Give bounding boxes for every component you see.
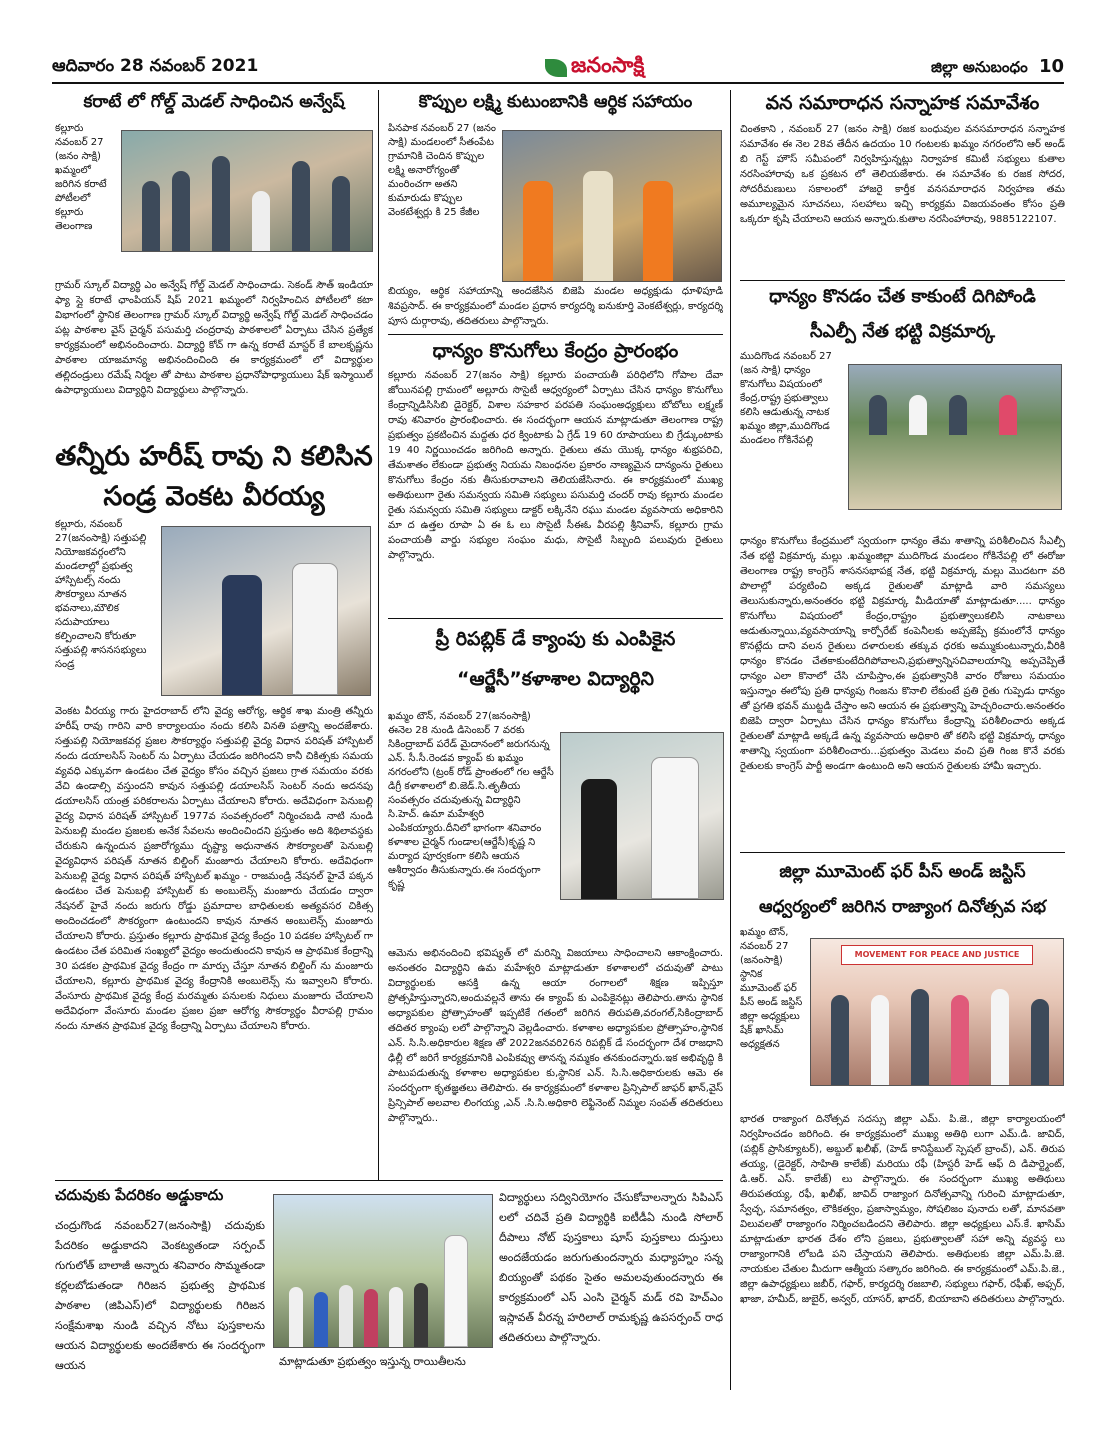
issue-date: ఆదివారం 28 నవంబర్ 2021	[52, 56, 259, 76]
article-paddy-centre	[388, 340, 723, 561]
article-karate	[55, 92, 373, 396]
article-vanasamaradhana	[740, 92, 1065, 225]
constitution-day-photo	[810, 938, 1064, 1086]
article-headline-2: “ఆర్జేసీ”కళాశాల విద్యార్థిని	[456, 667, 655, 690]
article-body: ఆమెను అభినందించి భవిష్యత్ లో మరిన్ని విజయాలు సాధించాలని ఆకాంక్షించారు. అనంతరం విద్యార్థిని ఉమ మహేశ్వరి మాట్లాడుతూ కళాశాలలో చదువుతో పాటు విద్యార్థులకు ఆసక్తి ఉన్న ఆయా రంగాలలో శిక్షణ ఇప్పిస్తూ ప్రోత్సహిస్తున్నారని,అందువల్లనే తాను ఈ క్యాంప్ కు ఎంపికైనట్లు తెలిపారు.తాను స్థానిక అధ్యాపకుల ప్రోత్సాహంతో ఇప్పటికే గతంలో జరిగిన తిరుపతి,వరంగల్,సికింద్రాబాద్ తదితర క్యాంపు లలో పాల్గొన్నాని వెల్లడించారు. కళాశాల అధ్యాపకుల ప్రోత్సాహం,స్థానిక ఎన్. సి.సి.అధికారుల శిక్షణ తో 2022జనవరి26న రిపబ్లిక్ డే సందర్భంగా దేశ రాజధాని ఢిల్లీ లో జరిగే కార్యక్రమానికి ఎంపికవ్వు తానన్న నమ్మకం తనకుందన్నారు.ఇక అభివృద్ధి కి పాటుపడుతున్న కళాశాల అధ్యాపకుల కు,స్థానిక ఎన్. సి.సి.అధికారులకు ఆమె ఈ సందర్భంగా కృతజ్ఞతలు తెలిపారు. ఈ కార్యక్రమంలో కళాశాల ప్రిన్సిపాల్ జాఫర్ ఖాన్,వైస్ ప్రిన్సిపాల్ అలవాల లింగయ్య ,ఎన్ .సి.సి.అధికారి లెఫ్టినెంట్ నిమ్మల సంపత్ తదితరులు పాల్గొన్నారు..	[388, 948, 723, 1124]
article-headline-2: సండ్ర వెంకట వీరయ్య	[103, 480, 325, 512]
article-headline: తన్నీరు హరీష్ రావు ని కలిసిన	[55, 441, 373, 472]
article-body: ధాన్యం కొనుగోలు కేంద్రములో స్వయంగా ధాన్యం తేమ శాతాన్ని పరిశీలించిన సీఎల్పీ నేత భట్టి విక్రమార్క మల్లు .ఖమ్మంజిల్లా ముదిగొండ మండలం గోకినేపల్లి లో ఈరోజు తెలంగాణ రాష్ట్ర కాంగ్రెస్ శాసనసభాపక్ష నేత, భట్టి విక్రమార్క మల్లు మొదటగా వరి పొలాల్లో పర్యటించి అక్కడ రైతులతో మాట్లాడి వారి సమస్యలు తెలుసుకున్నారు,అనంతరం భట్టి విక్రమార్క మీడియాతో మాట్లాడుతూ..... ధాన్యం కొనుగోలు విషయంలో కేంద్రం,రాష్ట్రం ప్రభుత్వాలుకలిసి నాటకాలు ఆడుతున్నాయి,వ్యవసాయాన్ని కార్పోరేట్ కంపెనీలకు అప్పజెప్పే క్రమంలోనే ధాన్యం కొనట్లేదు దాని వలన రైతులు దళారులకు తక్కువ ధరకు అమ్ముకుంటున్నారు,వీరికి ధాన్యం కొనడం చేతకాకుంటేదిగిపోవాలని,ప్రభుత్వాన్నిసచివాలయాన్ని అప్పచెప్పితే ధాన్యం ఎలా కొనాలో చేసి చూపిస్తాం,ఈ ప్రభుత్వానికి వారం రోజులు సమయం ఇస్తున్నాం ఈలోపు ప్రతి ధాన్యపు గింజను కొనాలి లేకుంటే ప్రతి రైతు గుప్పెడు ధాన్యం తో ప్రగతి భవన్ ముట్టడి చేస్తాం అని ఆయన ఈ ప్రభుత్వాన్ని హెచ్చరించారు.అనంతరం బిజెపి ద్వారా ఏర్పాటు చేసిన ధాన్యం కొనుగోలు కేంద్రాన్ని పరిశీలించారు అక్కడ రైతులతో మాట్లాడి అక్కడే ఉన్న వ్యవసాయ అధికారి తో కలిసి భట్టి విక్రమార్క ధాన్యం శాతాన్ని స్వయంగా పరిశీలించారు...ప్రభుత్వం మెడలు వంచి ప్రతి గింజ కొనే వరకు రైతులకు కాంగ్రెస్ పార్టీ అండగా ఉంటుంది అని ఆయన రైతులకు హామీ ఇచ్చారు.	[740, 536, 1065, 772]
section-rule	[740, 280, 1065, 281]
article-headline: కరాటే లో గోల్డ్ మెడల్ సాధించిన అన్వేష్	[83, 92, 345, 112]
article-education-poverty	[55, 1186, 723, 1416]
article-bhatti-paddy	[740, 286, 1065, 772]
masthead	[52, 54, 1064, 84]
article-headline: కొప్పుల లక్ష్మి కుటుంబానికి ఆర్థిక సహాయం	[418, 92, 693, 112]
event-banner: MOVEMENT FOR PEACE AND JUSTICE	[841, 945, 1033, 965]
article-sandra-harish	[55, 440, 373, 1032]
leaf-icon	[545, 59, 567, 77]
section-name: జిల్లా అనుబంధం	[931, 58, 1028, 76]
article-headline-2: సీఎల్పీ నేత భట్టి విక్రమార్క	[810, 320, 995, 342]
karate-award-photo	[121, 130, 373, 252]
column-divider	[378, 90, 379, 1180]
article-dateline: పినపాక నవంబర్ 27 (జనం సాక్షి) మండలంలో సీతంపేట గ్రామానికి చెందిన కొప్పుల లక్ష్మి అనారోగ్యంతో మంరించగా అతని కుమారుడు కొప్పుల వెంకటేశ్వర్లు కి 25 కేజీల	[388, 123, 496, 218]
article-body: చింతకాని , నవంబర్ 27 (జనం సాక్షి) రజక బంధువుల వనసమారాధన సన్నాహక సమావేశం ఈ నెల 28వ తేదీన ఉదయం 10 గంటలకు ఖమ్మం నగరంలోని ఆర్ అండ్ బి గెస్ట్ హౌస్ సమీపంలో నిర్వహిస్తున్నట్లు నిర్వాహక కమిటీ సభ్యులు కుతాల నరసింహారావు ఒక ప్రకటన లో తెలియజేశారు. ఈ సమావేశం కు రజక సోదర, సోదరీమణులు సకాలంలో హాజరై కార్తీక వనసమారాధన నిర్వహణ తమ అమూల్యమైన సూచనలు, సలహాలు ఇచ్చి కార్యక్రమ విజయవంతం కోసం ప్రతి ఒక్కరూ కృషి చేయాలని ఆయన అన్నారు.కుతాల నరసింహారావు, 9885122107.	[740, 124, 1065, 225]
logo-text: జనంసాక్షి	[570, 53, 645, 77]
article-dateline: కల్లూరు నవంబర్ 27 (జనం సాక్షి) ఖమ్మంలో జరిగిన కరాటే పోటీలలో కల్లూరు తెలంగాణ	[55, 123, 107, 232]
article-body: కల్లూరు నవంబర్ 27(జనం సాక్షి) కల్లూరు పంచాయతీ పరిధిలోని గోపాల దేవా జోయినపల్లి గ్రామంలో అల్లూరు సొసైటీ ఆధ్వర్యంలో ఏర్పాటు చేసిన ధాన్యం కొనుగోలు కేంద్రాన్నిడిసిసిబి డైరెక్టర్, విశాల సహకార పరపతి సంఘంఅధ్యక్షులు బోబోలు లక్ష్మణ్ రావు శనివారం ప్రారంభించారు. ఈ సందర్భంగా ఆయన మాట్లాడుతూ తెలంగాణ రాష్ట్ర ప్రభుత్వం ప్రకటించిన మద్దతు ధర క్వింటాకు ఏ గ్రేడ్ 19 60 రూపాయలు బి గ్రేడ్కుంటాకు 19 40 నిర్ణయించడం జరిగింది అన్నారు. రైతులు తమ యొక్క ధాన్యం శుభ్రపరిచి, తేమశాతం లేకుండా ప్రభుత్వ నియమ నిబంధనల ప్రకారం నాణ్యమైన దాన్యంను రైతులు కొనుగోలు కేంద్రం నకు తీసుకురావాలని తెలియజేసినారు. ఈ కార్యక్రమంలో ముఖ్య అతిథులుగా రైతు సమన్వయ సమితి సభ్యులు పసుమర్తి చందర్ రావు కల్లూరు మండల రైతు సమన్వయ సమితి సభ్యులు డాక్టర్ లక్కినేని రఘు మండల వ్యవసాయ అధికారిని మా ద ఉత్తల రూపా ఏ ఈ ఓ లు సొసైటీ సీఈఓ వీరపల్లి శ్రీనివాస్, కల్లూరు గ్రామ పంచాయతీ వార్డు సభ్యుల సంఘం మధు, సొసైటీ సిబ్బంది పలువురు రైతులు పాల్గొన్నారు.	[388, 370, 723, 561]
section-rule	[55, 1180, 723, 1181]
article-constitution-day	[740, 862, 1065, 1305]
photo-caption: మాట్లాడుతూ ప్రభుత్వం ఇస్తున్న రాయితీలను	[279, 1355, 466, 1368]
article-body-right: విద్యార్థులు సద్వినియోగం చేసుకోవాలన్నారు సిపిఎస్ లలో చదివే ప్రతి విద్యార్థికి ఐటీడీఏ నుండి సోలార్ దీపాలు నోట్ పుస్తకాలు షూస్ పుస్తకాలు దుస్తులు అందజేయడం జరుగుతుందన్నారు మధ్యాహ్నం సన్న బియ్యంతో పథకం సైతం అమలవుతుందన్నారు ఈ కార్యక్రమంలో ఎస్ ఎంసి చైర్మన్ మడ్ రవి హెచ్ఎం ఇస్లావత్ వీరన్న హరిలాల్ రామకృష్ణ ఉపసర్పంచ్ రాధ తదితరులు పాల్గొన్నారు.	[499, 1191, 723, 1344]
article-headline-2: ఆధ్వర్యంలో జరిగిన రాజ్యాంగ దినోత్సవ సభ	[758, 897, 1047, 918]
section-rule	[740, 852, 1065, 853]
article-body-left: చంద్రుగొండ నవంబర్27(జనంసాక్షి) చదువుకు పేదరికం అడ్డుకాదని వెంకట్యతండా సర్పంచ్ గుగులోత్ బాలాజీ అన్నారు శనివారం సొమ్మతండా కర్లలబోడుతండా గిరిజన ప్రభుత్వ ప్రాథమిక పాఠశాల (జిపిఎస్)లో విద్యార్థులకు గిరిజన సంక్షేమశాఖ నుండి వచ్చిన నోటు పుస్తకాలను ఆయన విద్యార్థులకు అందజేశారు ఈ సందర్భంగా ఆయన	[55, 1219, 265, 1372]
ncc-cadet-photo	[560, 732, 724, 900]
article-headline: జిల్లా మూమెంట్ ఫర్ పీస్ అండ్ జస్టిస్	[779, 862, 1026, 882]
section-rule	[388, 618, 723, 619]
aid-handover-photo	[502, 130, 722, 282]
article-headline: ధాన్యం కొనడం చేత కాకుంటే దిగిపోండి	[769, 286, 1036, 307]
article-headline: వన సమారాధన సన్నాహక సమావేశం	[765, 92, 1040, 114]
article-body: బియ్యం, ఆర్థిక సహాయాన్ని అందజేసిన బిజెపి మండల అధ్యక్షుడు ధూళిపూడి శివప్రసాద్. ఈ కార్యక్రమంలో మండల ప్రధాన కార్యదర్శి ఐనుకూర్తి వెంకటేశ్వర్లు, కార్యదర్శి పూస దుర్గారావు, తదితరులు పాల్గొన్నారు.	[388, 286, 723, 327]
article-body: భారత రాజ్యాంగ దినోత్సవ సదస్సు జిల్లా ఎమ్. పి.జె., జిల్లా కార్యాలయంలో నిర్వహించడం జరిగింది. ఈ కార్యక్రమంలో ముఖ్య అతిథి లుగా ఎమ్.డి. జావిద్, (పబ్లిక్ ప్రాసిక్యూటర్), అబ్దుల్ ఖలీఖ్, (హెడ్ కానిస్టేబుల్ స్పెషల్ బ్రాంచ్), ఎన్. తిరుప తయ్య, (డైరెక్టర్, సాహితి కాలేజ్) మరియు రఫీ (హిస్టరీ హెడ్ ఆఫ్ ది డిపార్ట్మెంట్, డి.ఆర్. ఎస్. కాలేజ్) లు పాల్గొన్నారు. ఈ సందర్భంగా ముఖ్య అతిథులు తిరుపతయ్య, రఫీ, ఖలీఖ్, జావిద్ రాజ్యాంగ దినోత్సవాన్ని గురించి మాట్లాడుతూ, స్వేచ్ఛ, సమానత్వం, లౌకికత్వం, ప్రజాస్వామ్యం, సోషలిజం పునాదు లతో, మానవతా విలువలతో రాజ్యాంగం నిర్మించబడిందని తెలిపారు. జిల్లా అధ్యక్షులు ఎస్.కే. ఖాసిమ్ మాట్లాడుతూ భారత దేశం లోని ప్రజలు, ప్రభుత్వాలతో సహా అన్ని వ్యవస్థ లు రాజ్యాంగానికి లోబడి పని చేస్తాయని తెలిపారు. అతిథులకు జిల్లా ఎమ్.పి.జె. నాయకుల చేతుల మీదుగా ఆత్మీయ సత్కారం జరిగింది. ఈ కార్యక్రమంలో ఎమ్.పి.జె., జిల్లా ఉపాధ్యక్షులు జబీర్, గఫార్, కార్యదర్శి రజబాలి, సభ్యులు గఫార్, రఫీఖ్, అఫ్సర్, ఖాజా, హమీద్, జుబైర్, అన్వర్, యాసర్, ఖాదర్, బియాబాని తదితరులు పాల్గొన్నారు.	[740, 1114, 1065, 1305]
article-dateline: ముదిగొండ నవంబర్ 27 (జన సాక్షి) ధాన్యం కొనుగోలు విషయంలో కేంద్ర,రాష్ట్ర ప్రభుత్వాలు కలిసి ఆడుతున్న నాటక ఖమ్మం జిల్లా,ముదిగొండ మండలం గోకినేపల్లి	[740, 351, 832, 446]
article-dateline: ఖమ్మం టౌన్, నవంబర్ 27 (జనంసాక్షి) స్థానిక మూమెంట్ ఫర్ పీస్ అండ్ జస్టిస్ జిల్లా అధ్యక్షులు షేక్ ఖాసిమ్ అధ్యక్షతన	[740, 927, 803, 1050]
minister-meeting-photo	[161, 526, 371, 696]
paddy-inspection-photo	[848, 364, 1062, 510]
article-headline: చదువుకు పేదరికం అడ్డుకాదు	[55, 1186, 224, 1204]
section-label	[931, 56, 1064, 80]
article-headline: ప్రీ రిపబ్లిక్ డే క్యాంపు కు ఎంపికైన	[435, 628, 676, 650]
column-divider	[730, 90, 731, 1390]
article-dateline: కల్లూరు, నవంబర్ 27(జనంసాక్షి) సత్తుపల్లి నియోజకవర్గంలోని మండలాల్లో ప్రభుత్వ హాస్పిటల్స్ నందు సౌకర్యాలు నూతన భవనాలు,మౌలిక సదుపాయాలు కల్పించాలని కోరుతూ సత్తుపల్లి శాసనసభ్యులు సండ్ర	[55, 519, 147, 670]
newspaper-logo	[545, 53, 644, 83]
article-koppula-aid	[388, 92, 723, 327]
article-republic-day-camp	[388, 628, 723, 1124]
article-headline: ధాన్యం కొనుగోలు కేంద్రం ప్రారంభం	[432, 340, 679, 362]
section-rule	[388, 334, 723, 335]
students-books-photo	[273, 1194, 493, 1348]
article-body: వెంకట వీరయ్య గారు హైదరాబాద్ లోని వైద్య ఆరోగ్య, ఆర్థిక శాఖ మంత్రి తన్నీరు హరీష్ రావు గారిని వారి కార్యాలయం నందు కలిసి వినతి పత్రాన్ని అందజేశారు. సత్తుపల్లి నియోజకవర్గ ప్రజల సౌకర్యార్థం సత్తుపల్లి వైద్య విధాన పరిషత్ హాస్పిటల్ నందు డయాలసిస్ సెంటర్ ను ఏర్పాటు చేయడం జరిగిందని కానీ చికిత్సకు సమయ వ్యవధి ఎక్కువగా ఉండటం చేత వైద్యం కోసం వచ్చిన ప్రజలు గ్రాత సమయం వరకు వేచి ఉండాల్సి వస్తుందని కావున సత్తుపల్లి డయాలసిస్ సెంటర్ నందు అదనపు డయాలసిస్ యంత్ర పరికరాలను ఏర్పాటు చేయాలని కోరారు. అదేవిధంగా పెనుబల్లి వైద్య విధాన పరిషత్ హాస్పిటల్ 1977వ సంవత్సరంలో నిర్మించబడి నాటి నుండి పెనుబల్లి మండల ప్రజలకు అనేక సేవలను అందించిందని ప్రస్తుతం అది శిథిలావస్థకు చేరుకుని ఉన్నందున ప్రజారోగ్యము దృష్ట్యా అధునాతన సౌకర్యాలతో పెనుబల్లి వైద్యవిధాన పరిషత్ నూతన బిల్డింగ్ మంజూరు చేయాలని కోరారు. అదేవిధంగా పెనుబల్లి వైద్య విధాన పరిషత్ హాస్పిటల్ ఖమ్మం - రాజమండ్రి నేషనల్ హైవే పక్కన ఉండటం చేత పెనుబల్లి హాస్పిటల్ కు అంబులెన్స్ మంజూరు చేయడం ద్వారా నేషనల్ హైవే నందు జరుగు రోడ్డు ప్రమాదాల బాధితులకు అత్యవసర చికిత్స అందించడంలో సౌకర్యంగా ఉంటుందని కావున నూతన అంబులెన్స్ మంజూరు చేయాలని కోరారు. ప్రస్తుతం కల్లూరు ప్రాథమిక వైద్య కేంద్రం 10 పడకల హాస్పిటల్ గా ఉండటం చేత పరిమిత సంఖ్యలో వైద్యం అందుతుందని కావున ఆ ప్రాథమిక కేంద్రాన్ని 30 పడకల ప్రాథమిక వైద్య కేంద్రం గా మార్పు చేస్తూ నూతన బిల్డింగ్ ను మంజూరు చేయాలని, కల్లూరు ప్రాథమిక వైద్య కేంద్రానికి అంబులెన్స్ ను ఇవ్వాలని కోరారు. వేంసూరు ప్రాథమిక వైద్య కేంద్ర మరమ్మతు పనులకు నిధులు మంజూరు చేయాలని అదేవిధంగా వేంసూరు మండల ప్రజల ప్రజా ఆరోగ్య సౌకర్యార్థం వీరాపల్లి గ్రామం నందు నూతన ప్రాథమిక వైద్య కేంద్రాన్ని ఏర్పాటు చేయాలని కోరారు.	[55, 706, 373, 1032]
page-number: 10	[1038, 56, 1064, 77]
article-dateline: ఖమ్మం టౌన్, నవంబర్ 27(జనంసాక్షి) ఈనెల 28 నుండి డిసెంబర్ 7 వరకు సికింద్రాబాద్ పరేడ్ మైదానంలో జరుగనున్న ఎన్. సీ.సీ.రెండవ క్యాంప్ కు ఖమ్మం నగరంలోని (ట్రంక్ రోడ్ ప్రాంతంలో గల ఆర్జేసీ డిగ్రీ కళాశాలలో బి.జెడ్.సి.తృతీయ సంవత్సరం చదువుతున్న విద్యార్థిని సి.హెచ్. ఉమా మహేశ్వరి ఎంపికయ్యారు.దీనిలో భాగంగా శనివారం కళాశాల చైర్మన్ గుండాల(ఆర్జేసీ)కృష్ణ ని మర్యాద పూర్వకంగా కలిసి ఆయన ఆశీర్వాదం తీసుకున్నారు.ఈ సందర్భంగా కృష్ణ	[388, 711, 554, 890]
article-body: గ్రామర్ స్కూల్ విద్యార్థి ఎం అన్వేష్ గోల్డ్ మెడల్ సాధించాడు. సెకండ్ సౌత్ ఇండియా ఫ్యా స్లై కరాటే ఛాంపియన్ షిప్ 2021 ఖమ్మంలో నిర్వహించిన పోటీలలో కటా విభాగంలో స్థానిక తెలంగాణ గ్రామర్ స్కూల్ విద్యార్థి అన్వేష్ గోల్డ్ మెడల్ సాధించడం పట్ల పాఠశాల వైస్ చైర్మన్ పసుమర్తి చంద్రరావు పాఠశాలలో ఏర్పాటు చేసిన ప్రత్యేక కార్యక్రమంలో అభినందించారు. విద్యార్థి కోచ్ గా ఉన్న కరాటే మాస్టర్ కే బాలకృష్ణను పాఠశాల యాజమాన్య అభినందించింది ఈ కార్యక్రమంలో లో విద్యార్థుల తల్లిదండ్రులు రమేష్ నిర్మల తో పాటు పాఠశాల ప్రధానోపాధ్యాయులు షేక్ ఇస్మాయిల్ ఉపాధ్యాయులు విద్యార్థిని విద్యార్థులు పాల్గొన్నారు.	[55, 280, 373, 396]
